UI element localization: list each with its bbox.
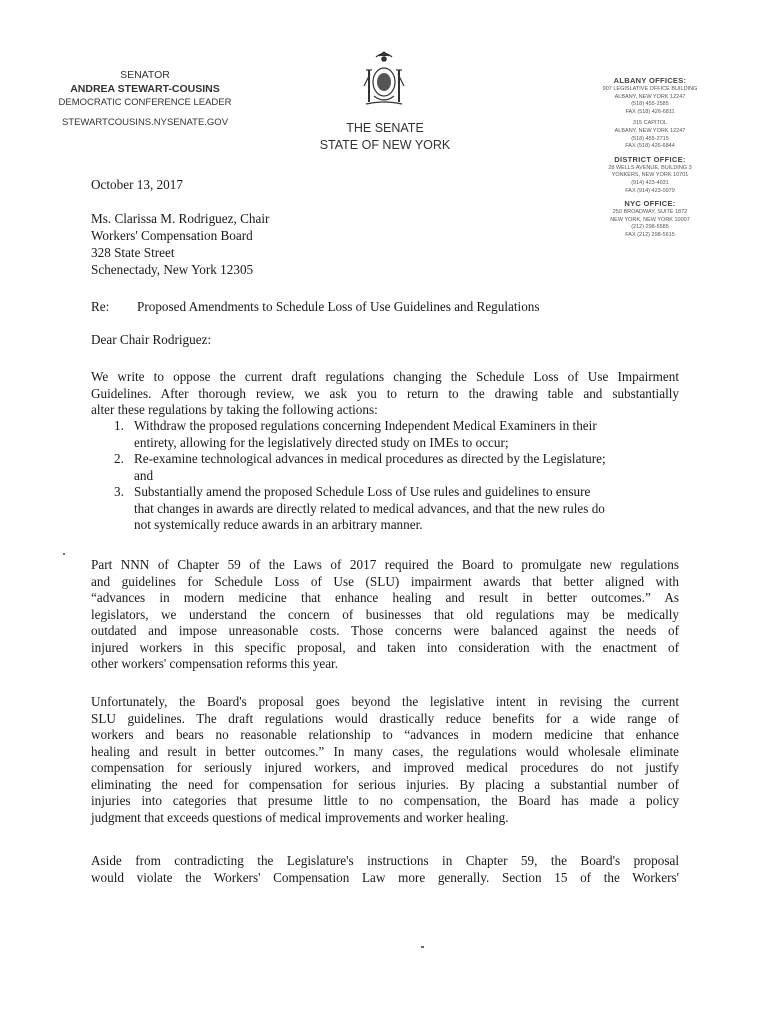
paragraph-1	[91, 369, 679, 419]
senate-line-1: THE SENATE	[346, 121, 424, 135]
office-line: 250 BROADWAY, SUITE 1872	[612, 209, 688, 216]
office-line: 28 WELLS AVENUE, BUILDING 3	[608, 164, 692, 171]
office-line: FAX (212) 298-5615	[625, 231, 675, 238]
subject-label: Re:	[91, 299, 110, 314]
text-line: Substantially amend the proposed Schedule Loss of Use rules and guidelines to ensure	[134, 484, 591, 499]
paragraph-2	[91, 557, 679, 673]
list-number: 3.	[114, 484, 124, 499]
text-line: outdated and impose unreasonable costs. Those concerns were balanced against the needs of	[91, 623, 679, 638]
scan-speck	[421, 946, 424, 948]
ny-state-seal-icon	[346, 48, 422, 113]
text-line: that changes in awards are directly related to medical advances, and that the new rules do	[134, 500, 605, 516]
text-line: Unfortunately, the Board's proposal goes beyond the legislative intent in revising the current	[91, 694, 679, 709]
office-line: (518) 455-2585	[631, 101, 669, 108]
list-item	[114, 484, 679, 534]
text-line: injured workers in this specific proposal, and taken into consideration with the enactment of	[91, 639, 679, 655]
list-number: 2.	[114, 451, 124, 466]
offices-block	[575, 74, 725, 244]
office-group	[575, 199, 725, 239]
text-line: entirety, allowing for the legislatively directed study on IMEs to occur;	[134, 434, 509, 450]
text-line: SLU guidelines. The draft regulations would drastically reduce benefits for a wide range of	[91, 710, 679, 726]
text-line: legislators, we understand the concern of businesses that old regulations may be medically	[91, 606, 679, 622]
address-line: Schenectady, New York 12305	[91, 262, 254, 277]
sender-title: SENATOR	[120, 69, 170, 81]
text-line: not systemically reduce awards in an arbitrary manner.	[134, 517, 423, 532]
list-number: 1.	[114, 418, 124, 433]
office-title: DISTRICT OFFICE:	[614, 154, 686, 164]
text-line: We write to oppose the current draft regulations changing the Schedule Loss of Use Impairment	[91, 369, 679, 384]
letter-date: October 13, 2017	[91, 177, 183, 192]
address-line: Workers' Compensation Board	[91, 228, 253, 243]
office-line: (518) 455-2715	[631, 135, 669, 142]
text-line: would violate the Workers' Compensation Law more generally. Section 15 of the Workers'	[91, 869, 679, 885]
text-line: alter these regulations by taking the following actions:	[91, 402, 378, 417]
recipient-address	[91, 211, 269, 279]
subject-line	[91, 299, 691, 316]
sender-block	[40, 68, 250, 130]
office-line: ALBANY, NEW YORK 12247	[614, 93, 686, 100]
text-line: and guidelines for Schedule Loss of Use (SLU) impairment awards that better aligned with	[91, 573, 679, 589]
office-line: (212) 298-5585	[631, 224, 669, 231]
address-line: Ms. Clarissa M. Rodriguez, Chair	[91, 211, 270, 226]
office-line: FAX (914) 423-0979	[625, 187, 675, 194]
text-line: Withdraw the proposed regulations concerning Independent Medical Examiners in their	[134, 418, 597, 433]
text-line: Guidelines. After thorough review, we ask you to return to the drawing table and substantially	[91, 385, 679, 401]
office-group	[575, 120, 725, 150]
paragraph-4	[91, 853, 679, 886]
text-line: Aside from contradicting the Legislature's instructions in Chapter 59, the Board's proposal	[91, 853, 679, 868]
text-line: injuries into categories that presume little to no compensation, the Board has made a policy	[91, 793, 679, 808]
office-line: 315 CAPITOL	[632, 120, 668, 127]
list-item	[114, 451, 679, 484]
text-line: “advances in modern medicine that enhance healing and result in better outcomes.” As	[91, 590, 679, 605]
office-line: ALBANY, NEW YORK 12247	[614, 127, 686, 134]
scan-speck	[63, 553, 65, 555]
office-line: FAX (518) 426-6844	[625, 143, 675, 150]
text-line: other workers' compensation reforms this year.	[91, 656, 339, 671]
address-line: 328 State Street	[91, 245, 175, 260]
subject-text: Proposed Amendments to Schedule Loss of Use Guidelines and Regulations	[137, 299, 540, 314]
paragraph-3	[91, 694, 679, 826]
text-line: judgment that exceeds questions of medical improvements and worker healing.	[91, 809, 509, 825]
office-title: ALBANY OFFICES:	[613, 76, 687, 85]
sender-name: ANDREA STEWART-COUSINS	[70, 83, 220, 95]
office-line: (914) 423-4031	[631, 179, 669, 186]
office-title: NYC OFFICE:	[624, 199, 676, 209]
list-item	[114, 418, 679, 451]
text-line: eliminating the need for compensation for serious injuries. By placing a substantial number of	[91, 776, 679, 792]
text-line: workers and bears no reasonable relationship to “advances in modern medicine that enhance	[91, 727, 679, 742]
office-line: FAX (518) 426-6811	[625, 108, 675, 115]
office-line: 907 LEGISLATIVE OFFICE BUILDING	[602, 86, 698, 92]
text-line: Part NNN of Chapter 59 of the Laws of 2017 required the Board to promulgate new regulations	[91, 557, 679, 572]
senate-line-2: STATE OF NEW YORK	[319, 138, 451, 152]
text-line: compensation for seriously injured workers, and improved medical procedures do not justify	[91, 760, 679, 775]
salutation: Dear Chair Rodriguez:	[91, 332, 212, 347]
text-line: Re-examine technological advances in medical procedures as directed by the Legislature;	[134, 451, 606, 466]
senate-title	[300, 120, 470, 154]
sender-role: DEMOCRATIC CONFERENCE LEADER	[58, 97, 232, 108]
text-line: healing and result in better outcomes.” In many cases, the regulations would wholesale eliminate	[91, 743, 679, 759]
office-group	[575, 155, 725, 195]
text-line: and	[134, 467, 154, 483]
action-list	[114, 418, 679, 534]
sender-email: STEWARTCOUSINS.NYSENATE.GOV	[61, 117, 229, 128]
office-line: YONKERS, NEW YORK 10701	[611, 172, 689, 179]
office-line: NEW YORK, NEW YORK 10007	[610, 216, 690, 223]
office-group	[575, 76, 725, 116]
